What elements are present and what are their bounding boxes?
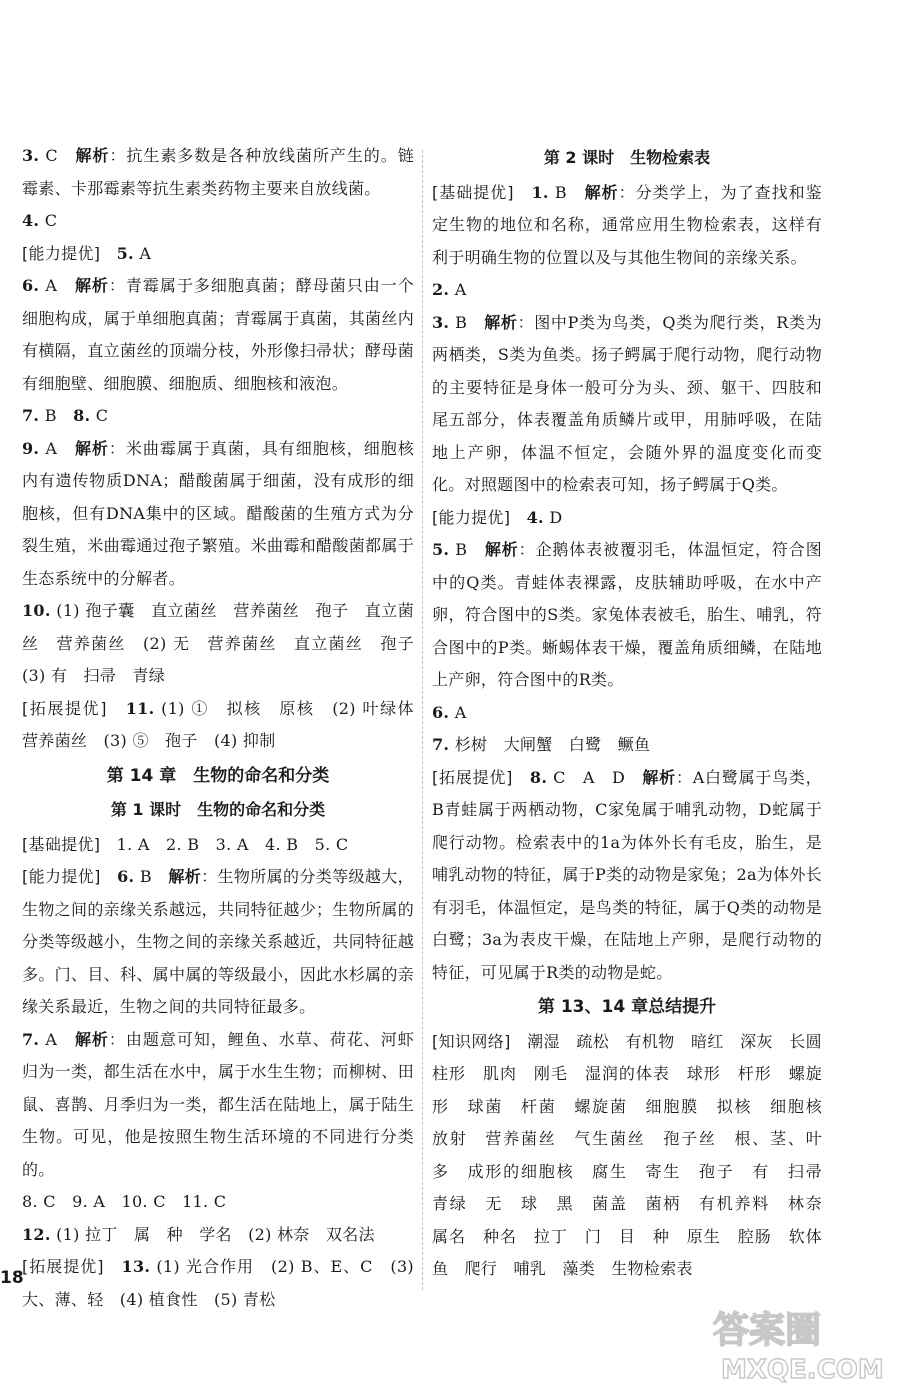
lesson-2-title: 第 2 课时 生物检索表 xyxy=(543,148,711,167)
left-q7-q8: 7. B 8. C xyxy=(22,406,109,425)
lesson1-basic: [基础提优] 1. A 2. B 3. A 4. B 5. C xyxy=(22,834,349,854)
lesson1-q12: 12. (1) 拉丁 属 种 学名 (2) 林奈 双名法 xyxy=(22,1224,375,1244)
watermark-text-url: MXQE.COM xyxy=(721,1355,884,1385)
knowledge-network: [知识网络] 潮湿 疏松 有机物 暗红 深灰 长圆柱形 肌肉 刚毛 湿润的体表 球形 杆形 螺旋形 球菌 杆菌 螺旋菌 细胞膜 拟核 细胞核 放射 营养菌丝 气生菌丝 孢子丝 根、茎、叶 多 成形的细胞核 腐生 寄生 孢子 有 扫帚 青绿 无 球 黑 菌盖 菌柄 有机养料 林奈 属名 种名 拉丁 门 目 种 原生 腔肠 软体 鱼 爬行 哺乳 藻类 生物检索表 xyxy=(432,1031,839,1278)
right-q2: 2. A xyxy=(432,280,467,299)
right-q4: [能力提优] 4. D xyxy=(432,507,563,527)
right-q1: [基础提优] 1. B 解析：分类学上，为了查找和鉴定生物的地位和名称，通常应用生物检索表，这样有利于明确生物的位置以及与其他生物间的亲缘关系。 xyxy=(432,182,822,267)
left-q6: 6. A 解析：青霉属于多细胞真菌；酵母菌只由一个细胞构成，属于单细胞真菌；青霉属于真菌，其菌丝内有横隔，直立菌丝的顶端分枝，外形像扫帚状；酵母菌有细胞壁、细胞膜、细胞质、细胞核和液泡。 xyxy=(22,276,414,393)
lesson-1-title: 第 1 课时 生物的命名和分类 xyxy=(110,800,326,819)
chapter-14-title: 第 14 章 生物的命名和分类 xyxy=(106,765,330,786)
lesson1-q6: [能力提优] 6. B 解析：生物所属的分类等级越大，生物之间的亲缘关系越远，共同特征越少；生物所属的分类等级越小，生物之间的亲缘关系越近，共同特征越多。门、目、科、属中属的等级最小，因此水杉属的亲缘关系最近，生物之间的共同特征最多。 xyxy=(22,867,414,1016)
lesson1-q8-q11: 8. C 9. A 10. C 11. C xyxy=(22,1192,227,1211)
left-q3: 3. C 解析：抗生素多数是各种放线菌所产生的。链霉素、卡那霉素等抗生素类药物主要来自放线菌。 xyxy=(22,146,414,198)
column-divider xyxy=(422,150,423,1290)
watermark-logo xyxy=(705,1300,895,1385)
left-q10: 10. (1) 孢子囊 直立菌丝 营养菌丝 孢子 直立菌丝 营养菌丝 (2) 无 营养菌丝 直立菌丝 孢子 (3) 有 扫帚 青绿 xyxy=(22,601,431,685)
lesson1-q13: [拓展提优] 13. (1) 光合作用 (2) B、E、C (3) 大、薄、轻 (4) 植食性 (5) 青松 xyxy=(22,1257,414,1309)
right-q3: 3. B 解析：图中P类为鸟类，Q类为爬行类，R类为两栖类，S类为鱼类。扬子鳄属于爬行动物，爬行动物的主要特征是身体一般可分为头、颈、躯干、四肢和尾五部分，体表覆盖角质鳞片或甲，用肺呼吸，在陆地上产卵，体温不恒定，会随外界的温度变化而变化。对照题图中的检索表可知，扬子鳄属于Q类。 xyxy=(432,312,822,494)
left-q5: [能力提优] 5. A xyxy=(22,243,152,263)
left-column xyxy=(22,140,431,1316)
right-q6: 6. A xyxy=(432,702,467,722)
left-q11: [拓展提优] 11. (1) ① 拟核 原核 (2) 叶绿体 营养菌丝 (3) ⑤ 孢子 (4) 抑制 xyxy=(22,698,431,750)
lesson1-q7: 7. A 解析：由题意可知，鲤鱼、水草、荷花、河虾归为一类，都生活在水中，属于水生生物；而柳树、田鼠、喜鹊、月季归为一类，都生活在陆地上，属于陆生生物。可见，他是按照生物生活环境的不同进行分类的。 xyxy=(22,1029,414,1179)
right-q8: [拓展提优] 8. C A D 解析：A白鹭属于鸟类，B青蛙属于两栖动物，C家兔属于哺乳动物，D蛇属于爬行动物。检索表中的1a为体外长有毛皮，胎生，是哺乳动物的特征，属于P类的动物是家兔；2a为体外长有羽毛，体温恒定，是鸟类的特征，属于Q类的动物是白鹭；3a为表皮干燥，在陆地上产卵，是爬行动物的特征，可见属于R类的动物是蛇。 xyxy=(432,767,822,982)
summary-title: 第 13、14 章总结提升 xyxy=(537,997,717,1017)
left-q4: 4. C xyxy=(22,211,58,230)
right-q5: 5. B 解析：企鹅体表被覆羽毛，体温恒定，符合图中的Q类。青蛙体表裸露，皮肤辅助呼吸，在水中产卵，符合图中的S类。家兔体表被毛，胎生、哺乳，符合图中的P类。蜥蜴体表干燥，覆盖角质细鳞，在陆地上产卵，符合图中的R类。 xyxy=(432,540,822,689)
left-q9: 9. A 解析：米曲霉属于真菌，具有细胞核，细胞核内有遗传物质DNA；醋酸菌属于细菌，没有成形的细胞核，但有DNA集中的区域。醋酸菌的生殖方式为分裂生殖，米曲霉通过孢子繁殖。米曲霉和醋酸菌都属于生态系统中的分解者。 xyxy=(22,438,414,588)
watermark-text-cn: 答案圈 xyxy=(713,1310,822,1351)
page-number: 18 xyxy=(0,1268,24,1288)
right-column xyxy=(432,140,839,1286)
right-q7: 7. 杉树 大闸蟹 白鹭 鳜鱼 xyxy=(432,735,651,754)
